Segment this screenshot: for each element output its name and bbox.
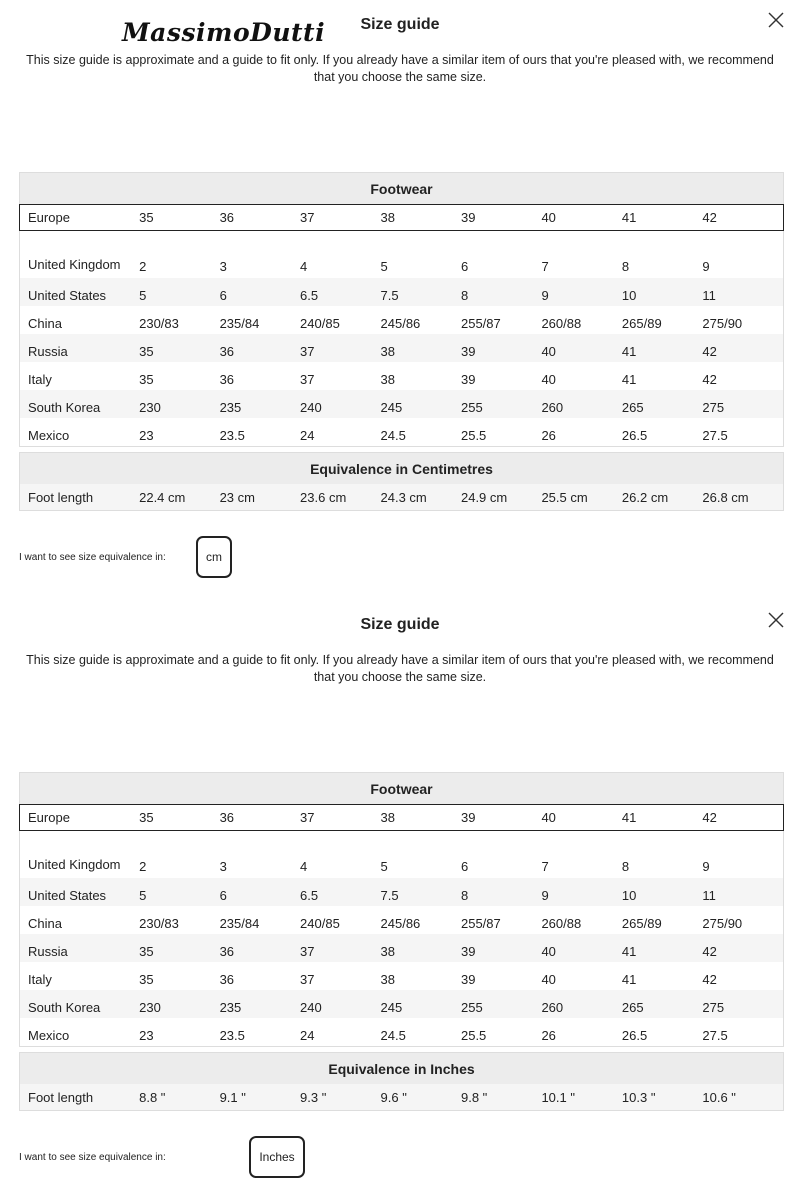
size-cell: 260 [541,390,621,418]
size-cell: 41 [622,205,702,231]
size-cell: 41 [621,972,637,987]
foot-length-value: 24.3 cm [381,484,461,511]
size-cell: 265/89 [621,916,662,931]
table-row [20,990,784,1018]
table-row [20,906,784,934]
table-row [20,831,784,879]
row-label: Europe [20,805,140,831]
size-cell: 40 [541,934,621,962]
row-label: Mexico [28,428,70,443]
size-cell: 38 [381,805,461,831]
size-cell: 42 [702,934,783,962]
size-cell: 36 [219,372,235,387]
table-row [20,231,784,279]
equivalence-table [19,1052,784,1111]
footwear-size-table [19,772,784,1047]
size-cell: 235/84 [219,916,260,931]
footwear-header: Footwear [20,173,784,205]
size-cell: 37 [300,805,380,831]
table-row [20,278,784,306]
table-row [20,934,784,962]
unit-toggle-button[interactable]: Inches [249,1136,305,1178]
row-label: Italy [28,372,52,387]
row-label: South Korea [20,390,140,418]
size-cell: 230 [139,990,219,1018]
foot-length-label: Foot length [20,1084,140,1111]
size-cell: 35 [139,205,219,231]
row-label: United Kingdom [28,857,121,872]
size-cell: 6 [220,278,300,306]
table-row [20,306,784,334]
size-cell: 235 [220,990,300,1018]
size-guide-panel-inches [0,600,800,1200]
size-cell: 11 [702,278,783,306]
size-cell: 24.5 [380,1028,406,1043]
size-cell: 260 [541,990,621,1018]
row-label: United Kingdom [28,257,121,272]
size-cell: 25.5 [460,1028,487,1043]
size-cell: 23 [139,428,154,443]
size-cell: 245 [381,390,461,418]
size-cell: 35 [139,372,154,387]
size-cell: 40 [541,972,556,987]
intro-text: This size guide is approximate and a guide to fit only. If you already have a similar item of ours that you're pleased with, we recommend that you choose the same size. [26,53,774,84]
unit-toggle-button[interactable]: cm [196,536,232,578]
size-cell: 255/87 [460,316,501,331]
foot-length-row [20,484,784,511]
size-cell: 41 [621,372,637,387]
foot-length-value: 25.5 cm [541,484,621,511]
size-cell: 40 [541,372,556,387]
size-cell: 3 [219,859,227,874]
size-cell: 37 [300,934,380,962]
size-cell: 36 [220,205,300,231]
size-cell: 24 [300,1028,315,1043]
foot-length-value: 22.4 cm [139,484,219,511]
foot-length-value: 23.6 cm [300,484,380,511]
foot-length-value: 23 cm [220,484,300,511]
close-icon[interactable] [766,10,786,30]
size-cell: 39 [461,334,541,362]
size-cell: 260/88 [541,316,582,331]
size-cell: 39 [461,205,541,231]
size-cell: 9 [541,878,621,906]
size-cell: 4 [300,259,308,274]
size-cell: 36 [219,972,235,987]
size-cell: 255 [461,990,541,1018]
size-cell: 23.5 [219,1028,245,1043]
size-cell: 6 [460,259,469,274]
size-cell: 26.5 [621,428,648,443]
size-cell: 275/90 [702,916,743,931]
intro-text: This size guide is approximate and a guide to fit only. If you already have a similar item of ours that you're pleased with, we recommend that you choose the same size. [26,653,774,684]
size-cell: 6.5 [300,878,380,906]
size-cell: 4 [300,859,308,874]
size-cell: 275 [702,390,783,418]
size-cell: 245/86 [380,916,421,931]
size-cell: 265 [622,990,702,1018]
size-cell: 35 [139,972,154,987]
size-cell: 42 [702,372,717,387]
row-label: Italy [28,972,52,987]
size-cell: 40 [541,805,621,831]
size-cell: 37 [300,205,380,231]
unit-prompt: I want to see size equivalence in: [19,552,166,563]
page-title: Size guide [360,16,440,33]
foot-length-value: 26.8 cm [702,484,783,511]
size-cell: 26 [541,428,556,443]
foot-length-value: 10.1 " [541,1084,621,1111]
foot-length-value: 10.6 " [702,1084,783,1111]
foot-length-row [20,1084,784,1111]
table-row [20,418,784,447]
table-row [20,878,784,906]
size-cell: 3 [219,259,227,274]
table-row [20,1018,784,1047]
brand-logo: MassimoDutti [122,18,326,47]
page-title: Size guide [360,616,440,633]
size-cell: 26 [541,1028,556,1043]
row-label: United States [20,878,140,906]
size-cell: 39 [461,934,541,962]
size-cell: 245 [381,990,461,1018]
row-label: China [28,916,62,931]
foot-length-label: Foot length [20,484,140,511]
size-cell: 6 [220,878,300,906]
foot-length-value: 9.1 " [220,1084,300,1111]
size-cell: 38 [381,934,461,962]
size-cell: 42 [702,334,783,362]
footwear-header: Footwear [20,773,784,805]
size-cell: 25.5 [460,428,487,443]
size-cell: 38 [380,972,395,987]
size-cell: 9 [702,259,710,274]
size-cell: 35 [139,334,219,362]
size-cell: 235/84 [219,316,260,331]
size-cell: 5 [139,878,219,906]
size-cell: 5 [380,859,388,874]
table-row [20,390,784,418]
size-cell: 235 [220,390,300,418]
size-cell: 8 [461,878,541,906]
size-cell: 245/86 [380,316,421,331]
size-cell: 24 [300,428,315,443]
size-rows [20,805,784,1047]
size-cell: 38 [381,334,461,362]
size-cell: 7 [541,259,549,274]
size-cell: 36 [220,805,300,831]
row-label: Europe [20,205,140,231]
size-cell: 27.5 [702,428,728,443]
row-label: South Korea [20,990,140,1018]
size-cell: 39 [460,372,476,387]
size-cell: 39 [460,972,476,987]
size-cell: 8 [621,859,630,874]
size-cell: 11 [702,878,783,906]
size-cell: 36 [220,934,300,962]
size-cell: 7 [541,859,549,874]
size-cell: 240 [300,990,380,1018]
size-cell: 255/87 [460,916,501,931]
size-cell: 23 [139,1028,154,1043]
size-cell: 10 [622,878,702,906]
table-row [20,334,784,362]
equivalence-header: Equivalence in Centimetres [20,453,784,485]
size-cell: 230 [139,390,219,418]
size-cell: 35 [139,805,219,831]
size-cell: 265/89 [621,316,662,331]
size-cell: 41 [622,934,702,962]
table-row [20,805,784,831]
size-cell: 42 [702,205,783,231]
size-cell: 23.5 [219,428,245,443]
size-cell: 37 [300,334,380,362]
size-cell: 40 [541,334,621,362]
size-cell: 40 [541,205,621,231]
size-cell: 27.5 [702,1028,728,1043]
row-label: Russia [20,934,140,962]
unit-prompt: I want to see size equivalence in: [19,1152,166,1163]
size-cell: 35 [139,934,219,962]
size-cell: 6.5 [300,278,380,306]
size-cell: 41 [622,805,702,831]
size-cell: 240/85 [300,916,340,931]
size-cell: 8 [461,278,541,306]
size-cell: 24.5 [380,428,406,443]
row-label: China [28,316,62,331]
foot-length-value: 26.2 cm [622,484,702,511]
foot-length-value: 8.8 " [139,1084,219,1111]
size-cell: 37 [300,972,315,987]
foot-length-value: 10.3 " [622,1084,702,1111]
table-row [20,362,784,390]
size-cell: 9 [702,859,710,874]
size-cell: 36 [220,334,300,362]
row-label: Mexico [28,1028,70,1043]
size-cell: 8 [621,259,630,274]
table-row [20,205,784,231]
size-cell: 2 [139,859,147,874]
size-cell: 240 [300,390,380,418]
close-icon[interactable] [766,610,786,630]
size-cell: 5 [139,278,219,306]
size-cell: 7.5 [381,278,461,306]
equivalence-header: Equivalence in Inches [20,1053,784,1085]
foot-length-value: 9.6 " [381,1084,461,1111]
size-cell: 275 [702,990,783,1018]
size-cell: 2 [139,259,147,274]
size-cell: 26.5 [621,1028,648,1043]
size-cell: 42 [702,972,717,987]
size-cell: 7.5 [381,878,461,906]
size-cell: 42 [702,805,783,831]
size-cell: 255 [461,390,541,418]
size-cell: 6 [460,859,469,874]
size-cell: 240/85 [300,316,340,331]
size-cell: 275/90 [702,316,743,331]
size-cell: 265 [622,390,702,418]
size-cell: 41 [622,334,702,362]
foot-length-value: 24.9 cm [461,484,541,511]
row-label: United States [20,278,140,306]
size-cell: 10 [622,278,702,306]
foot-length-value: 9.3 " [300,1084,380,1111]
table-row [20,962,784,990]
size-cell: 260/88 [541,916,582,931]
size-rows [20,205,784,447]
foot-length-value: 9.8 " [461,1084,541,1111]
size-cell: 230/83 [139,916,179,931]
footwear-size-table [19,172,784,447]
equivalence-table [19,452,784,511]
size-cell: 9 [541,278,621,306]
size-cell: 5 [380,259,388,274]
row-label: Russia [20,334,140,362]
size-cell: 39 [461,805,541,831]
size-cell: 38 [381,205,461,231]
size-cell: 230/83 [139,316,179,331]
size-cell: 37 [300,372,315,387]
size-cell: 38 [380,372,395,387]
